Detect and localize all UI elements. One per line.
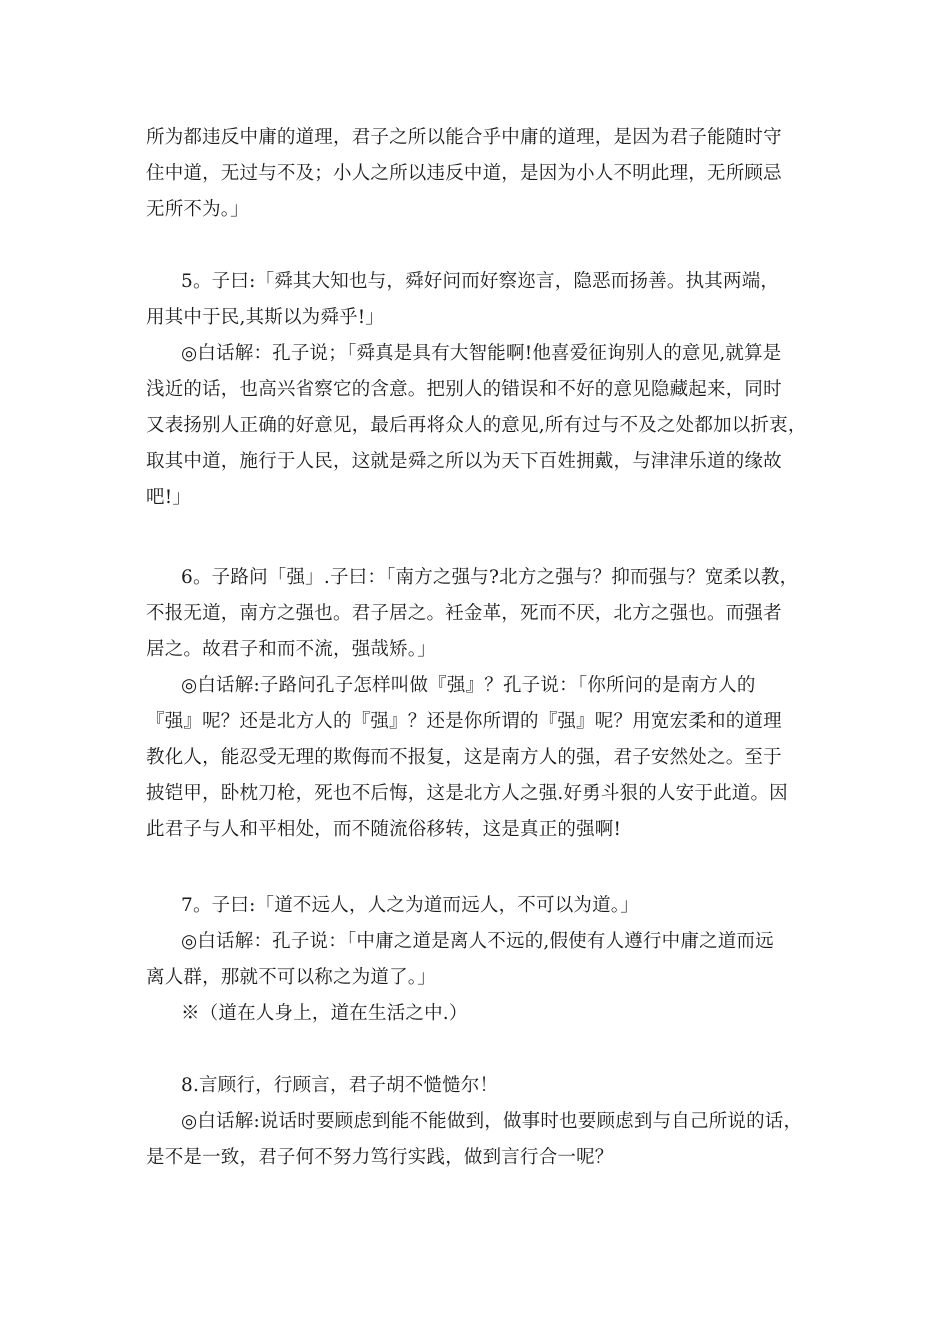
paragraph-heading-7: 7。子曰:「道不远人，人之为道而远人，不可以为道。」 [181,895,639,916]
text-line: 披铠甲，卧枕刀枪，死也不后悔，这是北方人之强.好勇斗狠的人安于此道。因 [146,783,788,804]
text-line: 所为都违反中庸的道理，君子之所以能合乎中庸的道理，是因为君子能随时守 [146,127,782,148]
text-line: 住中道，无过与不及；小人之所以违反中道，是因为小人不明此理，无所顾忌 [146,163,782,184]
text-line: 教化人，能忍受无理的欺侮而不报复，这是南方人的强，君子安然处之。至于 [146,747,782,768]
text-line: 吧!」 [146,487,192,508]
paragraph-heading-8: 8.言顾行，行顾言，君子胡不慥慥尔！ [181,1075,499,1096]
commentary-line: ◎白话解：孔子说；「舜真是具有大智能啊!他喜爱征询别人的意见,就算是 [181,343,782,364]
note-line: ※（道在人身上，道在生活之中.） [181,1003,468,1024]
text-line: 用其中于民,其斯以为舜乎!」 [146,307,385,328]
commentary-line: ◎白话解：孔子说：「中庸之道是离人不远的,假使有人遵行中庸之道而远 [181,931,774,952]
commentary-line: ◎白话解:子路问孔子怎样叫做『强』？孔子说：「你所问的是南方人的 [181,675,756,696]
commentary-line: ◎白话解:说话时要顾虑到能不能做到，做事时也要顾虑到与自己所说的话， [181,1111,803,1132]
text-line: 此君子与人和平相处，而不随流俗移转，这是真正的强啊! [146,819,622,840]
text-line: 无所不为。」 [146,199,249,220]
text-line: 『强』呢？还是北方人的『强』？还是你所谓的『强』呢？用宽宏柔和的道理 [146,711,782,732]
text-line: 离人群，那就不可以称之为道了。」 [146,967,436,988]
paragraph-heading-6: 6。子路问「强」.子曰：「南方之强与?北方之强与？抑而强与？宽柔以教， [181,567,799,588]
text-line: 是不是一致，君子何不努力笃行实践，做到言行合一呢？ [146,1147,614,1168]
text-line: 居之。故君子和而不流，强哉矫。」 [146,639,436,660]
paragraph-heading-5: 5。子曰:「舜其大知也与，舜好问而好察迩言，隐恶而扬善。执其两端， [181,271,780,292]
text-line: 浅近的话，也高兴省察它的含意。把别人的错误和不好的意见隐藏起来，同时 [146,379,782,400]
text-line: 又表扬别人正确的好意见，最后再将众人的意见,所有过与不及之处都加以折衷， [146,415,807,436]
text-line: 取其中道，施行于人民，这就是舜之所以为天下百姓拥戴，与津津乐道的缘故 [146,451,782,472]
text-line: 不报无道，南方之强也。君子居之。衽金革，死而不厌，北方之强也。而强者 [146,603,782,624]
